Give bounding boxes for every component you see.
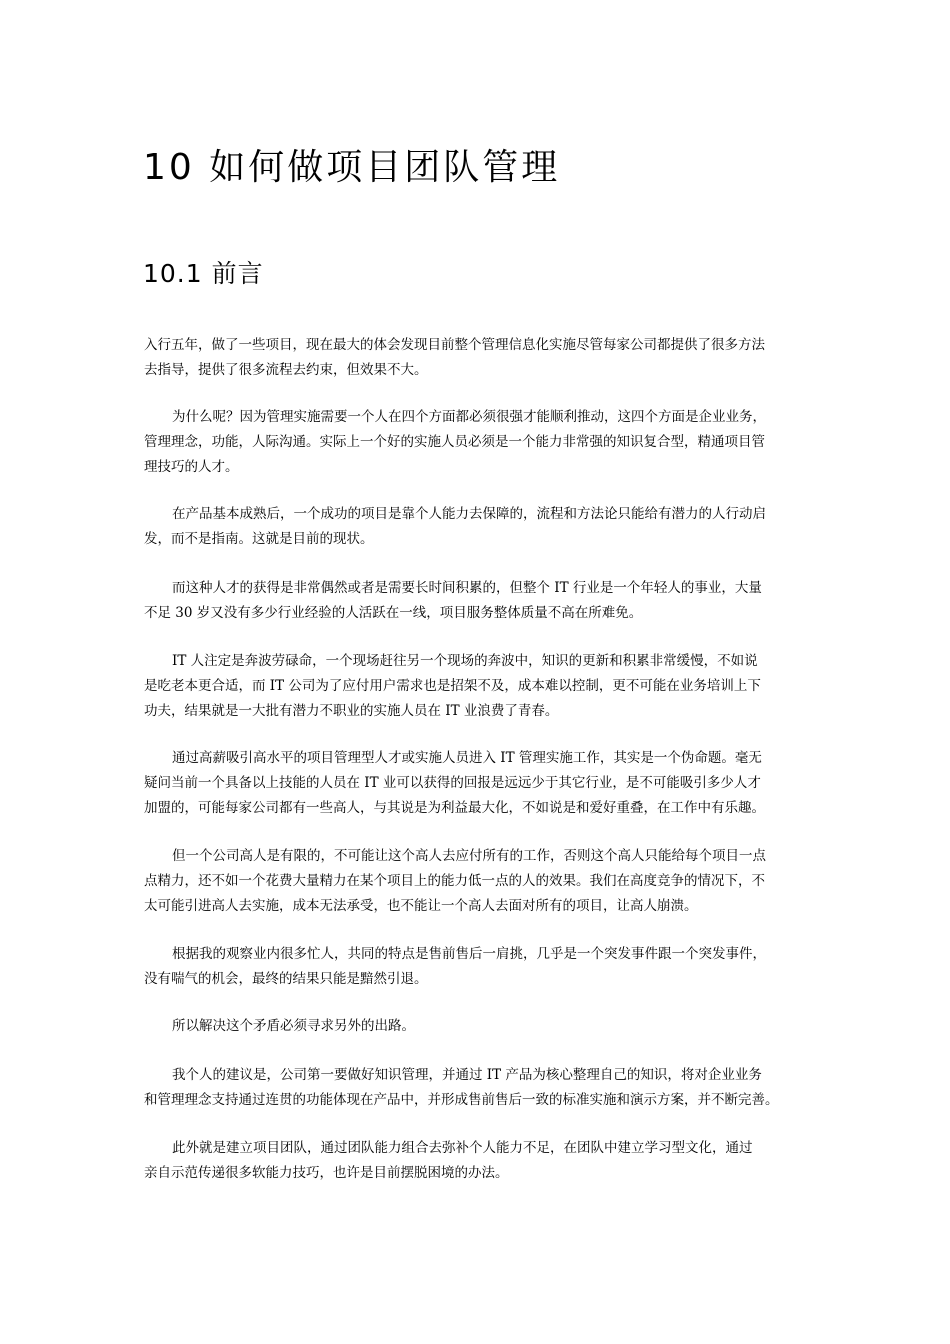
paragraph-line: 入行五年，做了一些项目，现在最大的体会发现目前整个管理信息化实施尽管每家公司都提供了很多方法	[144, 337, 765, 353]
paragraph	[144, 746, 809, 821]
paragraph-line: 太可能引进高人去实施，成本无法承受，也不能让一个高人去面对所有的项目，让高人崩溃。	[144, 898, 698, 914]
paragraph-line: 加盟的，可能每家公司都有一些高人，与其说是为利益最大化，不如说是和爱好重叠，在工作中有乐趣。	[144, 800, 765, 816]
paragraph	[144, 1014, 809, 1039]
paragraph-line: 通过高薪吸引高水平的项目管理型人才或实施人员进入 IT 管理实施工作，其实是一个伪命题。毫无	[172, 750, 762, 766]
paragraph-line: 为什么呢？因为管理实施需要一个人在四个方面都必须很强才能顺利推动，这四个方面是企业业务，	[172, 409, 766, 425]
paragraph-line: 亲自示范传递很多软能力技巧，也许是目前摆脱困境的办法。	[144, 1165, 509, 1181]
paragraph-line: 理技巧的人才。	[144, 459, 239, 475]
paragraph	[144, 576, 809, 626]
paragraph-line: 去指导，提供了很多流程去约束，但效果不大。	[144, 362, 428, 378]
paragraph-line: IT 人注定是奔波劳碌命，一个现场赶往另一个现场的奔波中，知识的更新和积累非常缓慢，不如说	[172, 653, 758, 669]
paragraph-line: 疑问当前一个具备以上技能的人员在 IT 业可以获得的回报是远远少于其它行业，是不可能吸引多少人才	[144, 775, 761, 791]
paragraph-line: 而这种人才的获得是非常偶然或者是需要长时间积累的，但整个 IT 行业是一个年轻人的事业，大量	[172, 580, 762, 596]
paragraph-line: 是吃老本更合适，而 IT 公司为了应付用户需求也是招架不及，成本难以控制，更不可能在业务培训上下	[144, 678, 761, 694]
paragraph-line: 发，而不是指南。这就是目前的现状。	[144, 531, 374, 547]
paragraph	[144, 1063, 809, 1113]
paragraph	[144, 333, 809, 383]
paragraph	[144, 942, 809, 992]
paragraph-line: 和管理理念支持通过连贯的功能体现在产品中，并形成售前售后一致的标准实施和演示方案，并不断完善。	[144, 1092, 779, 1108]
paragraph-line: 管理理念，功能，人际沟通。实际上一个好的实施人员必须是一个能力非常强的知识复合型，精通项目管	[144, 434, 765, 450]
paragraph	[144, 649, 809, 724]
paragraph-line: 此外就是建立项目团队，通过团队能力组合去弥补个人能力不足，在团队中建立学习型文化，通过	[172, 1140, 753, 1156]
paragraph-line: 但一个公司高人是有限的，不可能让这个高人去应付所有的工作，否则这个高人只能给每个项目一点	[172, 848, 766, 864]
paragraph-line: 在产品基本成熟后，一个成功的项目是靠个人能力去保障的，流程和方法论只能给有潜力的人行动启	[172, 506, 766, 522]
section-title: 10.1 前言	[143, 259, 264, 288]
paragraph	[144, 405, 809, 480]
paragraph	[144, 502, 809, 552]
paragraph-line: 我个人的建议是，公司第一要做好知识管理，并通过 IT 产品为核心整理自己的知识，将对企业业务	[172, 1067, 762, 1083]
paragraph	[144, 1136, 809, 1186]
paragraph-line: 不足 30 岁又没有多少行业经验的人活跃在一线，项目服务整体质量不高在所难免。	[144, 605, 643, 621]
paragraph-line: 根据我的观察业内很多忙人，共同的特点是售前售后一肩挑，几乎是一个突发事件跟一个突发事件，	[172, 946, 766, 962]
paragraph-line: 功夫，结果就是一大批有潜力不职业的实施人员在 IT 业浪费了青春。	[144, 703, 559, 719]
paragraph-line: 点精力，还不如一个花费大量精力在某个项目上的能力低一点的人的效果。我们在高度竞争的情况下，不	[144, 873, 765, 889]
paragraph-line: 没有喘气的机会，最终的结果只能是黯然引退。	[144, 971, 428, 987]
paragraph-line: 所以解决这个矛盾必须寻求另外的出路。	[172, 1018, 415, 1034]
chapter-title: 10 如何做项目团队管理	[143, 147, 561, 188]
paragraph	[144, 844, 809, 919]
